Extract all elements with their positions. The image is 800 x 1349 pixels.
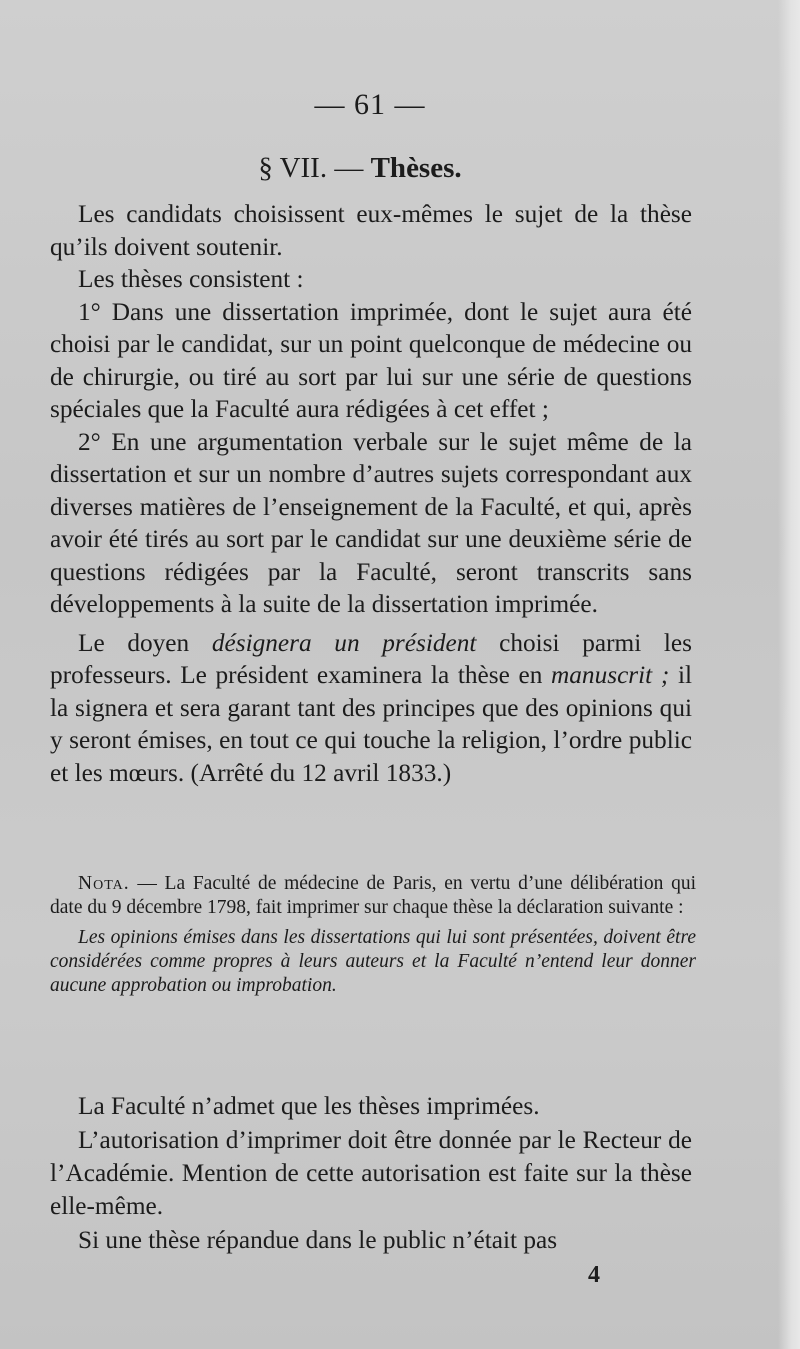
signature-mark: 4 [588,1262,600,1288]
main-text [50,198,692,789]
paragraph-dean [50,627,692,790]
dean-text-a: Le doyen [78,628,212,657]
page-edge [778,0,800,1349]
paragraph-theses-consist: Les thèses consistent : [78,265,304,293]
page-number: — 61 — [314,88,426,121]
note-text: — La Faculté de médecine de Paris, en vertu d’une délibération qui date du 9 décembre 1798, fait imprimer sur chaque thèse la déclaration suivante : [50,873,696,918]
dean-text-italic-2: manuscrit ; [551,661,670,689]
section-heading [0,152,720,185]
section-title: Thèses. [370,152,462,184]
paragraph-candidates: Les candidats choisissent eux-mêmes le sujet de la thèse qu’ils doivent soutenir. [50,200,692,261]
note-block [50,872,696,998]
dean-text-c: choisi parmi les professeurs. Le président examinera la thèse en [50,628,693,689]
closing-text [50,1090,692,1258]
paragraph-first-point: 1° Dans une dissertation imprimée, dont le sujet aura été choisi par le candidat, sur un point quelconque de médecine ou de chirurgie, ou tiré au sort par lui sur une série de questions spéciales que la Faculté aura rédigées à cet effet ; [50,297,692,423]
section-prefix: § VII. — [258,152,371,184]
note-quote: Les opinions émises dans les dissertations qui lui sont présentées, doivent être considérées comme propres à leurs auteurs et la Faculté n’entend leur donner aucune approbation ou improbation. [50,927,696,996]
paragraph-second-point: 2° En une argumentation verbale sur le sujet même de la dissertation et sur un nombre d’autres sujets correspondant aux diverses matières de l’enseignement de la Faculté, et qui, après avoir été tirés au sort par le candidat sur une deuxième série de questions rédigées par la Faculté, seront transcrits sans développements à la suite de la dissertation imprimée. [50,427,692,618]
note-label: Nota. [78,873,130,894]
dean-text-italic-1: désignera un président [211,628,477,657]
dean-text-e: il la signera et sera garant tant des principes que des opinions qui y seront émises, en tout ce qui touche la religion, l’ordre public et les mœurs. (Arrêté du 12 avril 1833.) [50,661,693,787]
paragraph-printed-only: La Faculté n’admet que les thèses imprimées. [78,1092,540,1120]
paragraph-authorisation: L’autorisation d’imprimer doit être donnée par le Recteur de l’Académie. Mention de cette autorisation est faite sur la thèse elle-même. [50,1126,692,1220]
note-paragraph [50,872,696,920]
paragraph-if-thesis: Si une thèse répandue dans le public n’était pas [78,1226,558,1254]
